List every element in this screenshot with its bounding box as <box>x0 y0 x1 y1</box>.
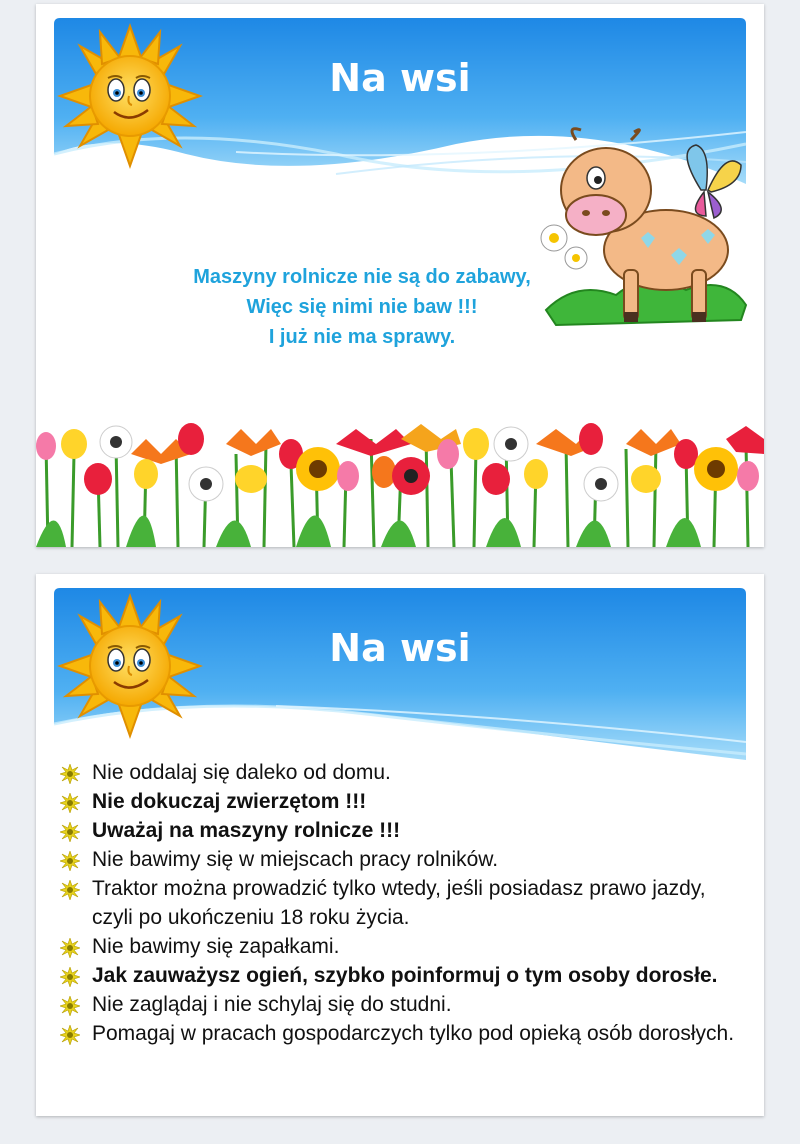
poem-line: Więc się nimi nie baw !!! <box>246 296 478 318</box>
list-item-text: Nie dokuczaj zwierzętom !!! <box>92 790 367 813</box>
list-item <box>60 990 750 1019</box>
list-item-text: Traktor można prowadzić tylko wtedy, jeśli posiadasz prawo jazdy, czyli po ukończeniu 18 roku życia. <box>92 877 706 929</box>
slide-2 <box>36 574 764 1116</box>
list-item <box>60 758 750 787</box>
list-item-text: Nie bawimy się zapałkami. <box>92 935 340 958</box>
flower-bullet-icon <box>60 822 80 842</box>
list-item <box>60 961 750 990</box>
poem-line: Maszyny rolnicze nie są do zabawy, <box>193 266 531 288</box>
flower-bullet-icon <box>60 996 80 1016</box>
poem-text <box>142 262 582 352</box>
slide-1 <box>36 4 764 547</box>
list-item-text: Nie zaglądaj i nie schylaj się do studni. <box>92 993 452 1016</box>
flower-bullet-icon <box>60 764 80 784</box>
flower-bullet-icon <box>60 793 80 813</box>
list-item <box>60 874 750 932</box>
flower-bullet-icon <box>60 880 80 900</box>
safety-rules-list <box>60 758 750 1048</box>
flower-bullet-icon <box>60 1025 80 1045</box>
list-item <box>60 787 750 816</box>
butterfly-icon <box>687 145 741 218</box>
slide-title: Na wsi <box>329 56 471 100</box>
flowers-border <box>36 414 764 547</box>
poem-line: I już nie ma sprawy. <box>268 326 456 348</box>
list-item-text: Nie oddalaj się daleko od domu. <box>92 761 391 784</box>
list-item <box>60 845 750 874</box>
list-item <box>60 1019 750 1048</box>
list-item-text: Nie bawimy się w miejscach pracy rolników. <box>92 848 499 871</box>
list-item-text: Uważaj na maszyny rolnicze !!! <box>92 819 401 842</box>
list-item <box>60 932 750 961</box>
flower-bullet-icon <box>60 851 80 871</box>
list-item-text: Pomagaj w pracach gospodarczych tylko pod opieką osób dorosłych. <box>92 1022 735 1045</box>
list-item-text: Jak zauważysz ogień, szybko poinformuj o tym osoby dorosłe. <box>92 964 718 987</box>
slide-title: Na wsi <box>329 626 471 670</box>
flower-bullet-icon <box>60 967 80 987</box>
list-item <box>60 816 750 845</box>
flower-bullet-icon <box>60 938 80 958</box>
